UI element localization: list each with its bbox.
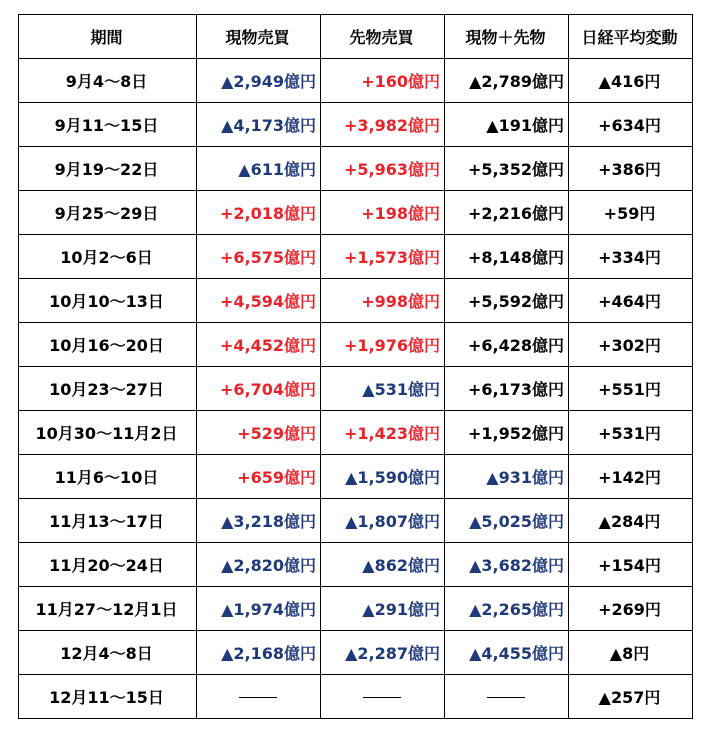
value-text: ▲931億円 bbox=[486, 468, 564, 487]
spot-plus-futures-cell bbox=[445, 191, 569, 235]
spot-trading-cell bbox=[197, 103, 321, 147]
header-period: 期間 bbox=[19, 15, 197, 59]
no-data-dash bbox=[363, 697, 401, 698]
futures-trading-cell bbox=[321, 103, 445, 147]
value-text: ▲611億円 bbox=[238, 160, 316, 179]
period-cell: 11月27～12月1日 bbox=[19, 587, 197, 631]
table-row bbox=[19, 147, 693, 191]
value-text: +142円 bbox=[598, 468, 661, 487]
nikkei-change-cell bbox=[569, 147, 693, 191]
value-text: ▲191億円 bbox=[486, 116, 564, 135]
futures-trading-cell bbox=[321, 675, 445, 719]
no-data-dash bbox=[239, 697, 277, 698]
table-row bbox=[19, 279, 693, 323]
spot-plus-futures-cell bbox=[445, 323, 569, 367]
value-text: +998億円 bbox=[361, 292, 440, 311]
spot-plus-futures-cell bbox=[445, 587, 569, 631]
value-text: +198億円 bbox=[361, 204, 440, 223]
value-text: +5,963億円 bbox=[343, 160, 440, 179]
table-row bbox=[19, 455, 693, 499]
table-row bbox=[19, 631, 693, 675]
value-text: ▲257円 bbox=[598, 688, 661, 707]
nikkei-change-cell bbox=[569, 367, 693, 411]
spot-plus-futures-cell bbox=[445, 279, 569, 323]
spot-plus-futures-cell bbox=[445, 59, 569, 103]
table-body bbox=[19, 59, 693, 719]
nikkei-change-cell bbox=[569, 103, 693, 147]
value-text: ▲862億円 bbox=[362, 556, 440, 575]
table-row bbox=[19, 103, 693, 147]
spot-plus-futures-cell bbox=[445, 235, 569, 279]
value-text: ▲4,455億円 bbox=[469, 644, 564, 663]
period-cell: 10月16～20日 bbox=[19, 323, 197, 367]
value-text: ▲1,974億円 bbox=[221, 600, 316, 619]
value-text: ▲2,789億円 bbox=[469, 72, 564, 91]
table-row bbox=[19, 323, 693, 367]
value-text: ▲1,807億円 bbox=[345, 512, 440, 531]
period-cell: 10月10～13日 bbox=[19, 279, 197, 323]
spot-trading-cell bbox=[197, 323, 321, 367]
table-row bbox=[19, 499, 693, 543]
value-text: ▲2,287億円 bbox=[345, 644, 440, 663]
spot-trading-cell bbox=[197, 191, 321, 235]
header-nikkei-change: 日経平均変動 bbox=[569, 15, 693, 59]
futures-trading-cell bbox=[321, 631, 445, 675]
spot-trading-cell bbox=[197, 455, 321, 499]
value-text: +5,352億円 bbox=[467, 160, 564, 179]
futures-trading-cell bbox=[321, 367, 445, 411]
nikkei-change-cell bbox=[569, 587, 693, 631]
nikkei-change-cell bbox=[569, 499, 693, 543]
value-text: +2,018億円 bbox=[219, 204, 316, 223]
value-text: ▲2,949億円 bbox=[221, 72, 316, 91]
value-text: ▲1,590億円 bbox=[345, 468, 440, 487]
value-text: +1,976億円 bbox=[343, 336, 440, 355]
value-text: +160億円 bbox=[361, 72, 440, 91]
value-text: +302円 bbox=[598, 336, 661, 355]
spot-plus-futures-cell bbox=[445, 411, 569, 455]
value-text: +531円 bbox=[598, 424, 661, 443]
spot-plus-futures-cell bbox=[445, 631, 569, 675]
spot-plus-futures-cell bbox=[445, 367, 569, 411]
spot-plus-futures-cell bbox=[445, 675, 569, 719]
spot-trading-cell bbox=[197, 59, 321, 103]
nikkei-change-cell bbox=[569, 631, 693, 675]
value-text: +2,216億円 bbox=[467, 204, 564, 223]
spot-trading-cell bbox=[197, 367, 321, 411]
value-text: +551円 bbox=[598, 380, 661, 399]
futures-trading-cell bbox=[321, 411, 445, 455]
table-row bbox=[19, 235, 693, 279]
value-text: ▲2,265億円 bbox=[469, 600, 564, 619]
table-row bbox=[19, 587, 693, 631]
value-text: +154円 bbox=[598, 556, 661, 575]
header-row bbox=[19, 15, 693, 59]
period-cell: 10月2～6日 bbox=[19, 235, 197, 279]
value-text: +386円 bbox=[598, 160, 661, 179]
value-text: ▲8円 bbox=[609, 644, 650, 663]
value-text: ▲284円 bbox=[598, 512, 661, 531]
futures-trading-cell bbox=[321, 455, 445, 499]
period-cell: 9月25～29日 bbox=[19, 191, 197, 235]
value-text: +1,423億円 bbox=[343, 424, 440, 443]
header-spot-trading: 現物売買 bbox=[197, 15, 321, 59]
value-text: +529億円 bbox=[237, 424, 316, 443]
spot-trading-cell bbox=[197, 147, 321, 191]
futures-trading-cell bbox=[321, 543, 445, 587]
value-text: +6,704億円 bbox=[219, 380, 316, 399]
value-text: ▲531億円 bbox=[362, 380, 440, 399]
futures-trading-cell bbox=[321, 323, 445, 367]
table-row bbox=[19, 411, 693, 455]
spot-plus-futures-cell bbox=[445, 499, 569, 543]
spot-trading-cell bbox=[197, 499, 321, 543]
value-text: +3,982億円 bbox=[343, 116, 440, 135]
value-text: +59円 bbox=[603, 204, 656, 223]
futures-trading-cell bbox=[321, 235, 445, 279]
spot-plus-futures-cell bbox=[445, 103, 569, 147]
value-text: ▲291億円 bbox=[362, 600, 440, 619]
futures-trading-cell bbox=[321, 587, 445, 631]
period-cell: 12月4～8日 bbox=[19, 631, 197, 675]
value-text: +5,592億円 bbox=[467, 292, 564, 311]
futures-trading-cell bbox=[321, 147, 445, 191]
spot-plus-futures-cell bbox=[445, 543, 569, 587]
spot-trading-cell bbox=[197, 279, 321, 323]
header-futures-trading: 先物売買 bbox=[321, 15, 445, 59]
spot-trading-cell bbox=[197, 411, 321, 455]
value-text: ▲3,682億円 bbox=[469, 556, 564, 575]
spot-trading-cell bbox=[197, 543, 321, 587]
nikkei-change-cell bbox=[569, 411, 693, 455]
futures-trading-cell bbox=[321, 499, 445, 543]
spot-plus-futures-cell bbox=[445, 455, 569, 499]
spot-trading-cell bbox=[197, 235, 321, 279]
header-spot-plus-futures: 現物＋先物 bbox=[445, 15, 569, 59]
value-text: ▲3,218億円 bbox=[221, 512, 316, 531]
value-text: +334円 bbox=[598, 248, 661, 267]
value-text: +659億円 bbox=[237, 468, 316, 487]
value-text: +8,148億円 bbox=[467, 248, 564, 267]
value-text: ▲4,173億円 bbox=[221, 116, 316, 135]
value-text: +4,594億円 bbox=[219, 292, 316, 311]
table-row bbox=[19, 191, 693, 235]
nikkei-change-cell bbox=[569, 279, 693, 323]
value-text: +6,173億円 bbox=[467, 380, 564, 399]
nikkei-change-cell bbox=[569, 455, 693, 499]
futures-trading-cell bbox=[321, 191, 445, 235]
value-text: +6,428億円 bbox=[467, 336, 564, 355]
period-cell: 11月6～10日 bbox=[19, 455, 197, 499]
value-text: ▲5,025億円 bbox=[469, 512, 564, 531]
spot-trading-cell bbox=[197, 631, 321, 675]
table-row bbox=[19, 59, 693, 103]
period-cell: 9月19～22日 bbox=[19, 147, 197, 191]
nikkei-change-cell bbox=[569, 191, 693, 235]
value-text: ▲2,820億円 bbox=[221, 556, 316, 575]
spot-trading-cell bbox=[197, 587, 321, 631]
no-data-dash bbox=[487, 697, 525, 698]
table-row bbox=[19, 543, 693, 587]
value-text: +269円 bbox=[598, 600, 661, 619]
table-row bbox=[19, 675, 693, 719]
market-flow-table bbox=[18, 14, 693, 719]
period-cell: 9月4～8日 bbox=[19, 59, 197, 103]
nikkei-change-cell bbox=[569, 235, 693, 279]
nikkei-change-cell bbox=[569, 543, 693, 587]
value-text: +4,452億円 bbox=[219, 336, 316, 355]
futures-trading-cell bbox=[321, 59, 445, 103]
value-text: ▲2,168億円 bbox=[221, 644, 316, 663]
period-cell: 9月11～15日 bbox=[19, 103, 197, 147]
spot-plus-futures-cell bbox=[445, 147, 569, 191]
futures-trading-cell bbox=[321, 279, 445, 323]
value-text: +634円 bbox=[598, 116, 661, 135]
period-cell: 10月30～11月2日 bbox=[19, 411, 197, 455]
spot-trading-cell bbox=[197, 675, 321, 719]
value-text: +464円 bbox=[598, 292, 661, 311]
value-text: +6,575億円 bbox=[219, 248, 316, 267]
nikkei-change-cell bbox=[569, 323, 693, 367]
nikkei-change-cell bbox=[569, 59, 693, 103]
nikkei-change-cell bbox=[569, 675, 693, 719]
period-cell: 12月11～15日 bbox=[19, 675, 197, 719]
period-cell: 11月20～24日 bbox=[19, 543, 197, 587]
value-text: +1,952億円 bbox=[467, 424, 564, 443]
period-cell: 10月23～27日 bbox=[19, 367, 197, 411]
value-text: +1,573億円 bbox=[343, 248, 440, 267]
value-text: ▲416円 bbox=[598, 72, 661, 91]
table-row bbox=[19, 367, 693, 411]
period-cell: 11月13～17日 bbox=[19, 499, 197, 543]
